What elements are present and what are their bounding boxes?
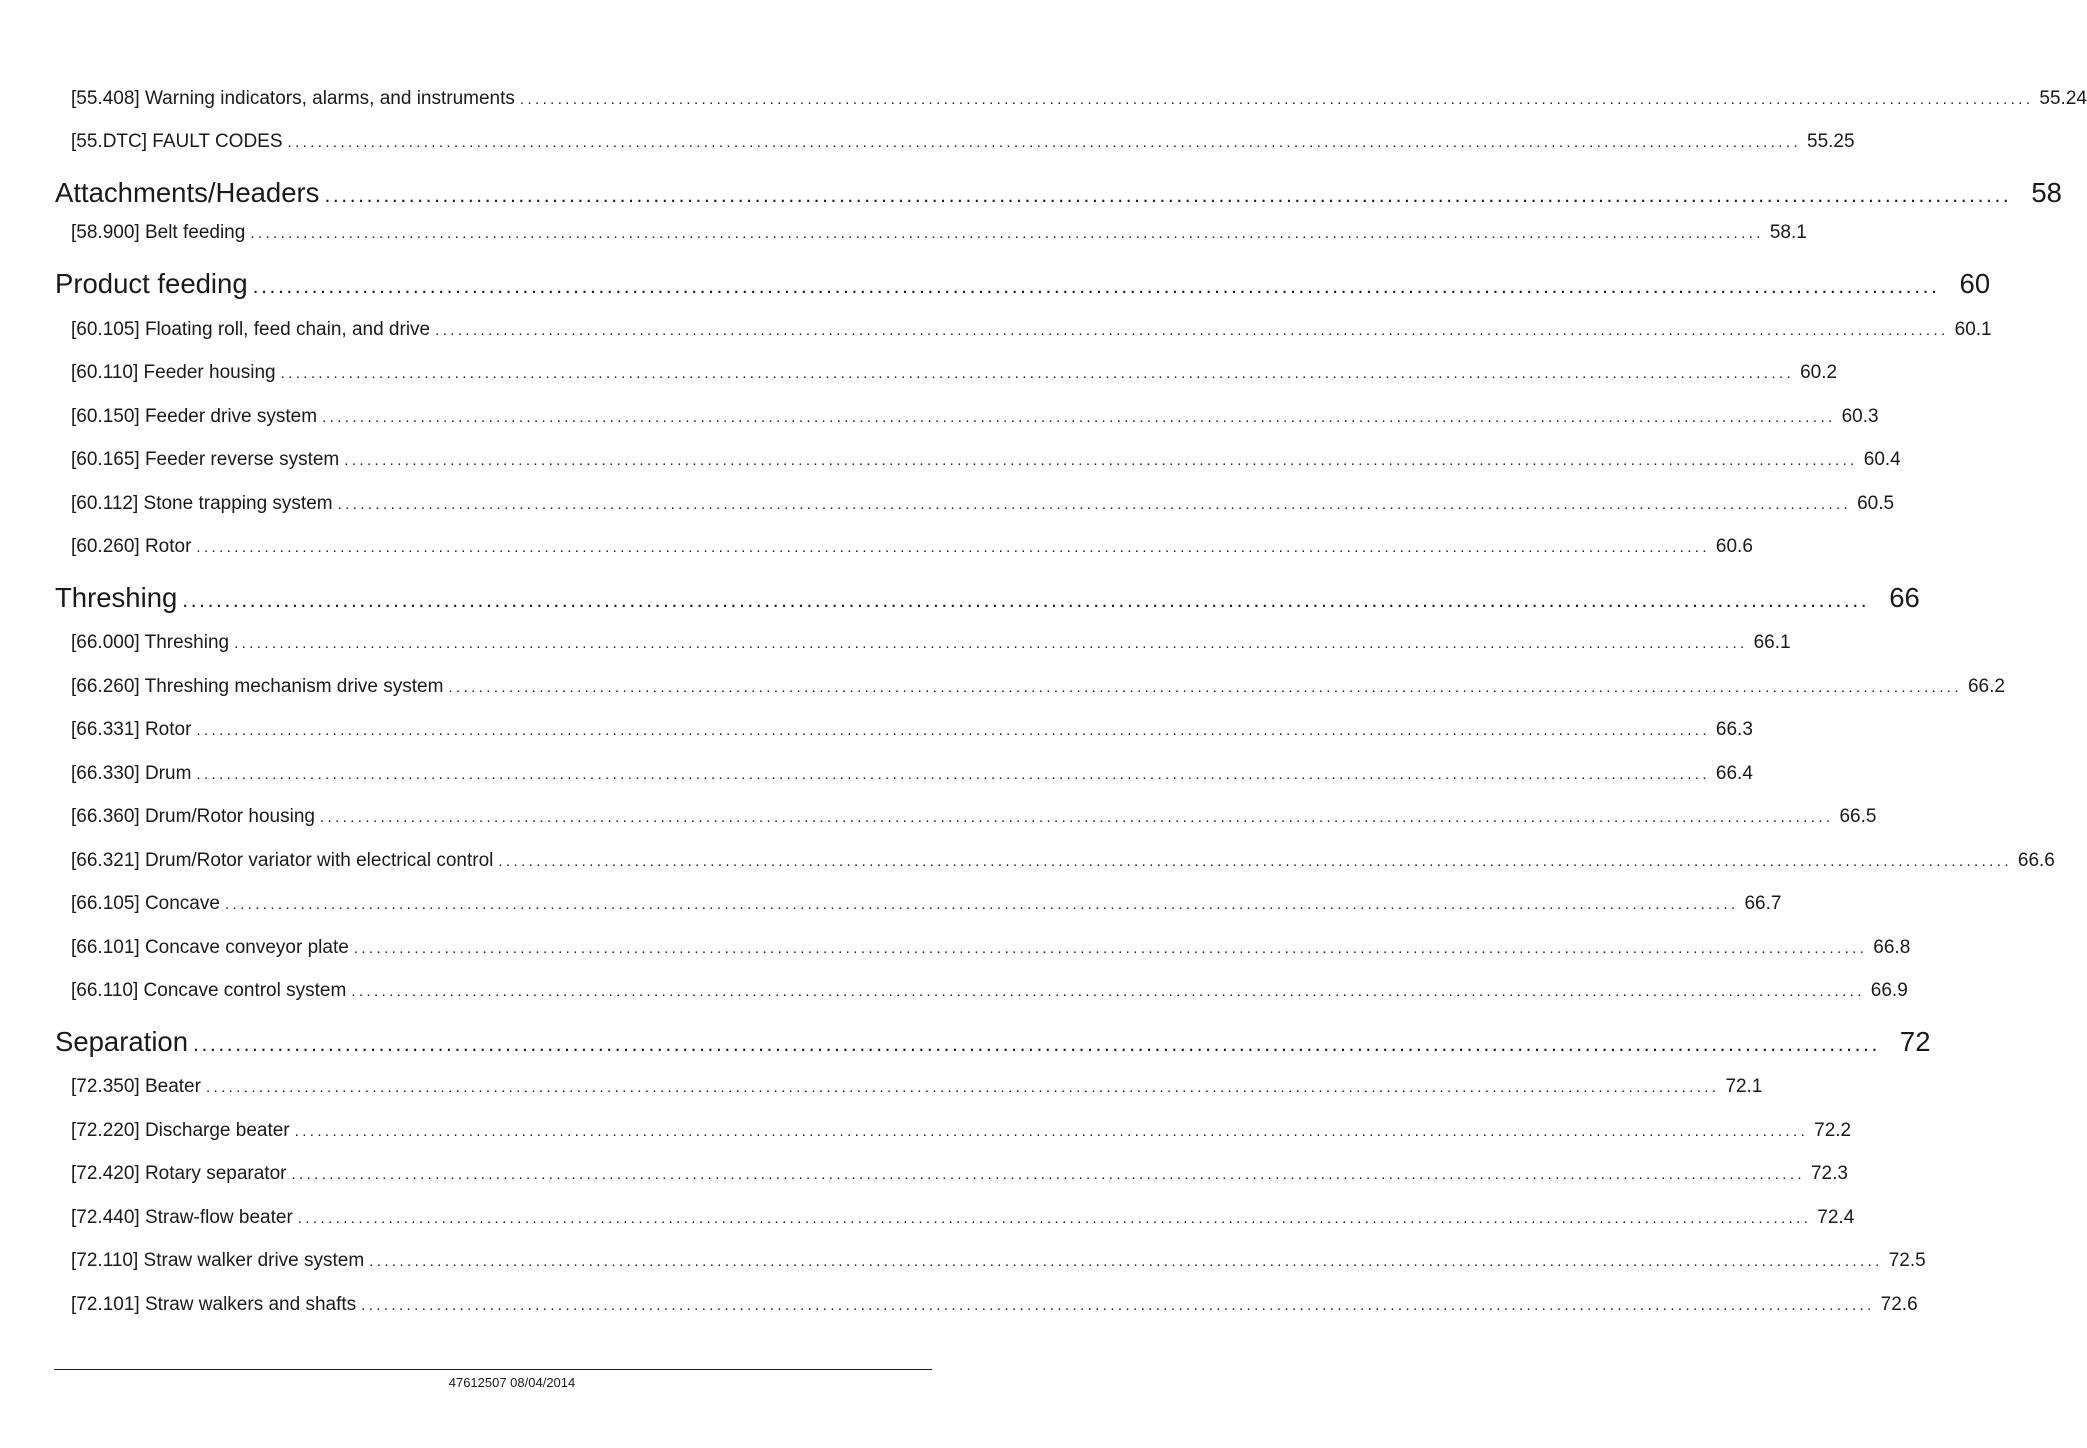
toc-entry-title: [72.101] Straw walkers and shafts: [71, 1294, 357, 1315]
toc-section[interactable]: [55, 268, 1991, 300]
toc-entry-page: 60.1: [1954, 319, 1992, 340]
dot-leader: ........................................................................................................................................................................................................: [344, 452, 1858, 469]
toc-entry[interactable]: [55, 222, 1807, 244]
toc-entry-page: 72.4: [1817, 1207, 1855, 1228]
toc-entry[interactable]: [55, 806, 1877, 828]
toc-section[interactable]: [55, 582, 1920, 614]
toc-entry[interactable]: [55, 850, 2055, 872]
dot-leader: ........................................................................................................................................................................................................: [319, 809, 1834, 826]
toc-entry-page: 66.7: [1744, 893, 1782, 914]
footer-document-id: 47612507 08/04/2014: [448, 1375, 576, 1390]
dot-leader: ........................................................................................................................................................................................................: [435, 322, 1949, 339]
toc-entry[interactable]: [55, 937, 1911, 959]
dot-leader: ........................................................................................................................................................................................................: [337, 496, 1852, 513]
toc-entry-title: [55.DTC] FAULT CODES: [71, 131, 283, 152]
toc-section-title: Separation: [55, 1026, 189, 1057]
toc-entry-title: [55.408] Warning indicators, alarms, and instruments: [71, 88, 515, 109]
toc-entry-page: 72.2: [1814, 1120, 1852, 1141]
toc-entry-page: 58.1: [1769, 222, 1807, 243]
toc-entry[interactable]: [55, 1076, 1763, 1098]
dot-leader: ........................................................................................................................................................................................................: [361, 1297, 1875, 1314]
toc-entry-page: 55.24: [2039, 88, 2087, 109]
toc-entry-title: [66.360] Drum/Rotor housing: [71, 806, 315, 827]
toc-section-title: Product feeding: [55, 268, 248, 299]
toc-entry-title: [66.105] Concave: [71, 893, 220, 914]
toc-entry-page: 60.5: [1857, 493, 1895, 514]
toc-entry[interactable]: [55, 1163, 1848, 1185]
toc-entry-page: 66.3: [1715, 719, 1753, 740]
toc-entry[interactable]: [55, 1250, 1926, 1272]
toc-section-page: 60: [1959, 268, 1991, 299]
toc-entry-title: [72.220] Discharge beater: [71, 1120, 290, 1141]
toc-entry-title: [66.260] Threshing mechanism drive system: [71, 676, 444, 697]
dot-leader: ........................................................................................................................................................................................................: [224, 896, 1739, 913]
toc-entry[interactable]: [55, 362, 1838, 384]
dot-leader: ........................................................................................................................................................................................................: [297, 1210, 1812, 1227]
dot-leader: ........................................................................................................................................................................................................: [498, 853, 2012, 870]
toc-entry-title: [58.900] Belt feeding: [71, 222, 246, 243]
toc-section-title: Threshing: [55, 582, 178, 613]
toc-entry-page: 60.3: [1841, 406, 1879, 427]
toc-entry[interactable]: [55, 1207, 1855, 1229]
toc-entry[interactable]: [55, 893, 1782, 915]
toc-entry[interactable]: [55, 406, 1879, 428]
toc-entry-title: [66.101] Concave conveyor plate: [71, 937, 349, 958]
toc-entry-title: [72.110] Straw walker drive system: [71, 1250, 365, 1271]
dot-leader: ........................................................................................................................................................................................................: [205, 1079, 1720, 1096]
toc-entry-page: 66.5: [1839, 806, 1877, 827]
dot-leader: ........................................................................................................................................................................................................: [196, 766, 1710, 783]
toc-entry-page: 66.6: [2017, 850, 2055, 871]
toc-entry-page: 72.5: [1888, 1250, 1926, 1271]
toc-entry-page: 72.3: [1810, 1163, 1848, 1184]
toc-section[interactable]: [55, 177, 2062, 209]
toc-entry[interactable]: [55, 1294, 1918, 1316]
toc-entry-title: [60.105] Floating roll, feed chain, and drive: [71, 319, 431, 340]
toc-entry-title: [60.260] Rotor: [71, 536, 192, 557]
toc-entry-title: [72.440] Straw-flow beater: [71, 1207, 293, 1228]
toc-entry[interactable]: [55, 676, 2005, 698]
dot-leader: ........................................................................................................................................................................................................: [250, 225, 1764, 242]
toc-entry-page: 66.2: [1967, 676, 2005, 697]
toc-entry-title: [66.110] Concave control system: [71, 980, 347, 1001]
dot-leader: ........................................................................................................................................................................................................: [252, 275, 1940, 298]
toc-entry[interactable]: [55, 763, 1753, 785]
dot-leader: ........................................................................................................................................................................................................: [369, 1253, 1883, 1270]
toc-entry-title: [66.330] Drum: [71, 763, 192, 784]
footer-divider: [54, 1369, 932, 1370]
toc-entry-page: 66.9: [1870, 980, 1908, 1001]
dot-leader: ........................................................................................................................................................................................................: [448, 679, 1962, 696]
toc-entry-title: [60.112] Stone trapping system: [71, 493, 333, 514]
dot-leader: ........................................................................................................................................................................................................: [322, 409, 1836, 426]
toc-entry-page: 55.25: [1807, 131, 1855, 152]
toc-entry[interactable]: [55, 1120, 1852, 1142]
dot-leader: ........................................................................................................................................................................................................: [287, 134, 1802, 151]
toc-entry-title: [66.331] Rotor: [71, 719, 192, 740]
dot-leader: ........................................................................................................................................................................................................: [294, 1123, 1809, 1140]
toc-entry[interactable]: [55, 449, 1901, 471]
dot-leader: ........................................................................................................................................................................................................: [324, 184, 2012, 207]
toc-entry-page: 66.1: [1753, 632, 1791, 653]
dot-leader: ........................................................................................................................................................................................................: [196, 539, 1710, 556]
toc-entry[interactable]: [55, 88, 2087, 110]
dot-leader: ........................................................................................................................................................................................................: [291, 1166, 1805, 1183]
toc-section[interactable]: [55, 1026, 1931, 1058]
dot-leader: ........................................................................................................................................................................................................: [182, 589, 1870, 612]
toc-entry[interactable]: [55, 536, 1753, 558]
toc-section-title: Attachments/Headers: [55, 177, 320, 208]
toc-section-page: 66: [1889, 582, 1920, 613]
toc-entry-page: 60.4: [1863, 449, 1901, 470]
toc-entry[interactable]: [55, 493, 1895, 515]
dot-leader: ........................................................................................................................................................................................................: [353, 940, 1868, 957]
toc-entry-title: [72.420] Rotary separator: [71, 1163, 287, 1184]
toc-entry[interactable]: [55, 319, 1992, 341]
dot-leader: ........................................................................................................................................................................................................: [351, 983, 1865, 1000]
dot-leader: ........................................................................................................................................................................................................: [519, 91, 2034, 108]
toc-entry-page: 72.6: [1880, 1294, 1918, 1315]
toc-section-page: 58: [2031, 177, 2062, 208]
toc-entry-page: 66.8: [1873, 937, 1911, 958]
toc-entry[interactable]: [55, 131, 1855, 153]
toc-entry[interactable]: [55, 719, 1753, 741]
toc-entry-title: [60.150] Feeder drive system: [71, 406, 318, 427]
toc-entry-title: [72.350] Beater: [71, 1076, 201, 1097]
toc-entry[interactable]: [55, 980, 1908, 1002]
toc-entry-title: [60.165] Feeder reverse system: [71, 449, 340, 470]
toc-entry-page: 60.6: [1715, 536, 1753, 557]
toc-entry-title: [66.321] Drum/Rotor variator with electrical control: [71, 850, 494, 871]
toc-entry-page: 60.2: [1800, 362, 1838, 383]
dot-leader: ........................................................................................................................................................................................................: [234, 635, 1748, 652]
toc-entry-page: 66.4: [1715, 763, 1753, 784]
toc-entry-page: 72.1: [1725, 1076, 1763, 1097]
toc-entry-title: [60.110] Feeder housing: [71, 362, 276, 383]
toc-section-page: 72: [1899, 1026, 1931, 1057]
dot-leader: ........................................................................................................................................................................................................: [280, 365, 1795, 382]
dot-leader: ........................................................................................................................................................................................................: [196, 722, 1710, 739]
toc-entry-title: [66.000] Threshing: [71, 632, 230, 653]
dot-leader: ........................................................................................................................................................................................................: [193, 1033, 1880, 1056]
toc-entry[interactable]: [55, 632, 1791, 654]
